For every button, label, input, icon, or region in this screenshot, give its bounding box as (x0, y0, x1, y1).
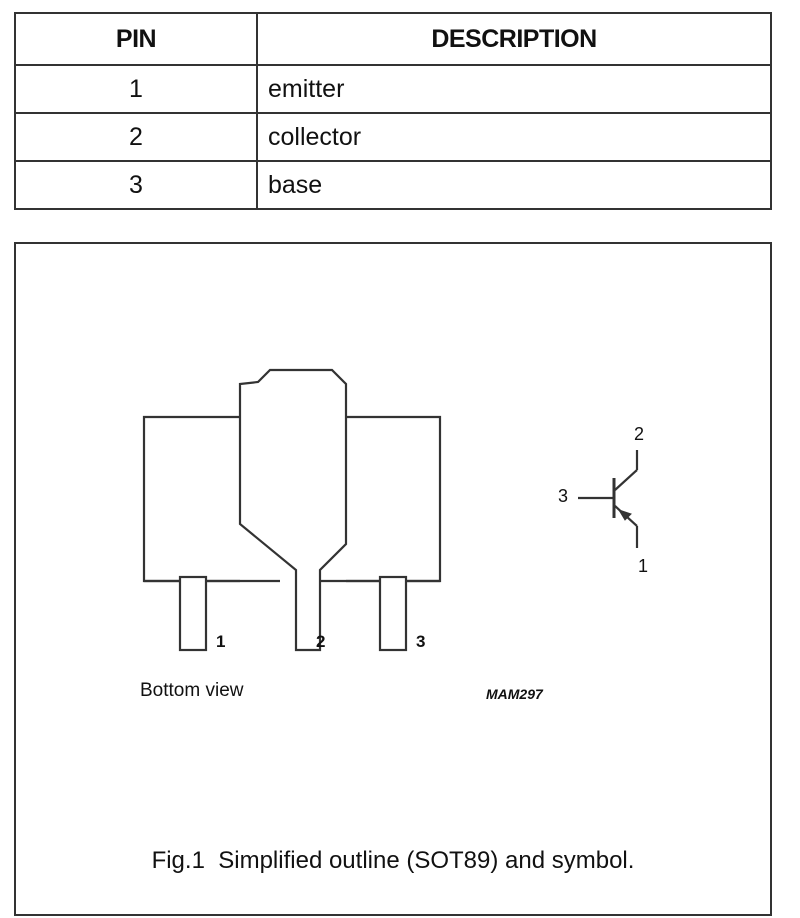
table-row (15, 161, 771, 209)
sot89-outline-drawing (16, 244, 770, 914)
collector-lead (615, 470, 637, 490)
pin-table (14, 12, 772, 210)
symbol-base-pin-label: 3 (558, 486, 569, 506)
drawing-code: MAM297 (486, 686, 543, 702)
pin-description: base (257, 161, 771, 209)
bottom-view-label: Bottom view (140, 680, 244, 701)
pin-description: collector (257, 113, 771, 161)
pin-number: 3 (15, 161, 257, 209)
symbol-emitter-pin-label: 1 (638, 556, 649, 576)
lead-1 (180, 577, 206, 650)
symbol-collector-pin-label: 2 (634, 424, 645, 444)
table-row (15, 65, 771, 113)
outline-pin-1-label: 1 (216, 632, 226, 651)
lead-3 (380, 577, 406, 650)
npn-transistor-symbol (578, 450, 637, 548)
collector-tab-outline (240, 370, 346, 650)
header-pin: PIN (15, 13, 257, 65)
figure-box (14, 242, 772, 916)
pin-number: 2 (15, 113, 257, 161)
pin-number: 1 (15, 65, 257, 113)
outline-pin-2-label: 2 (316, 632, 326, 651)
pin-description: emitter (257, 65, 771, 113)
table-row (15, 113, 771, 161)
figure-caption: Fig.1 Simplified outline (SOT89) and symbol. (151, 847, 635, 874)
outline-pin-3-label: 3 (416, 632, 426, 651)
header-description: DESCRIPTION (257, 13, 771, 65)
table-header-row (15, 13, 771, 65)
